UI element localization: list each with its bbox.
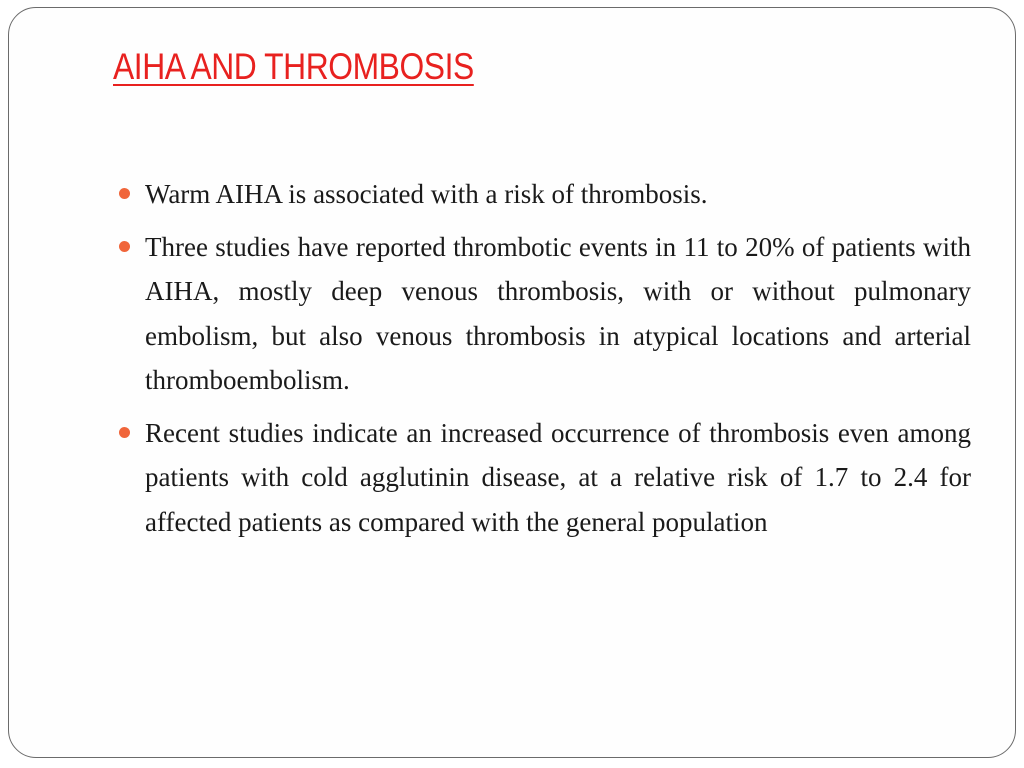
- bullet-text-1: Warm AIHA is associated with a risk of thrombosis.: [145, 179, 708, 209]
- bullet-text-2: Three studies have reported thrombotic events in 11 to 20% of patients with AIHA, mostly deep venous thrombosis, with or without pulmonary embolism, but also venous thrombosis in atypical locations and arterial thromboembolism.: [145, 231, 971, 395]
- bullet-item-3: [113, 411, 971, 545]
- bullet-dot-icon: [119, 427, 130, 438]
- bullet-item-1: [113, 172, 971, 217]
- slide-frame: [8, 7, 1016, 758]
- slide-title: AIHA AND THROMBOSIS: [113, 46, 474, 87]
- bullet-dot-icon: [119, 241, 130, 252]
- bullet-list: [113, 172, 971, 552]
- bullet-text-3: Recent studies indicate an increased occurrence of thrombosis even among patients with cold agglutinin disease, at a relative risk of 1.7 to 2.4 for affected patients as compared with the general population: [145, 417, 971, 537]
- bullet-item-2: [113, 225, 971, 403]
- bullet-dot-icon: [119, 188, 130, 199]
